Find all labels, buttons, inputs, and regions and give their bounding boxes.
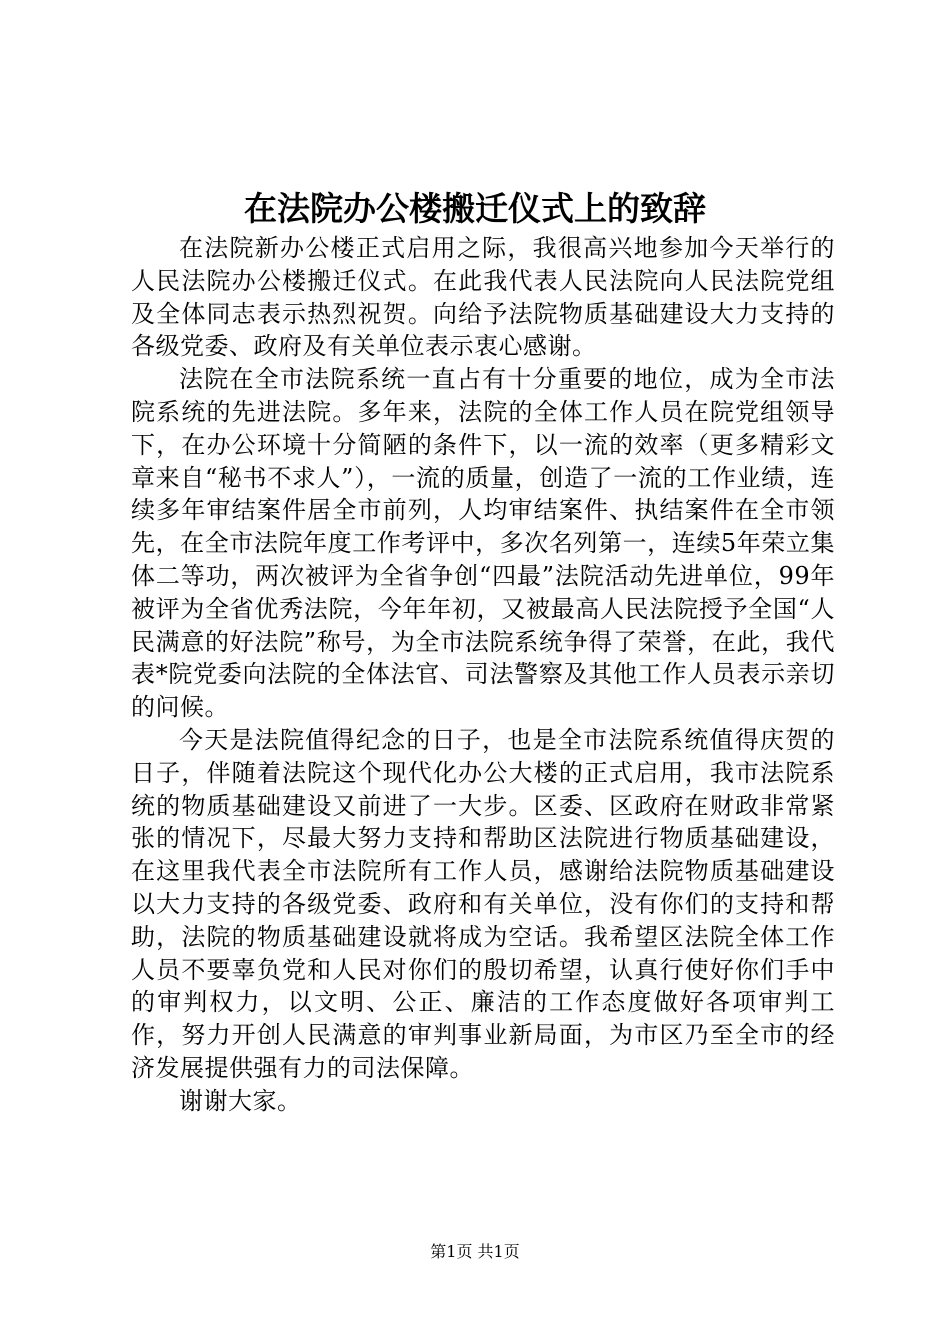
paragraph-2: 法院在全市法院系统一直占有十分重要的地位，成为全市法院系统的先进法院。多年来，法院的全体工作人员在院党组领导下，在办公环境十分简陋的条件下，以一流的效率（更多精彩文章来自“秘书不求人”），一流的质量，创造了一流的工作业绩，连续多年审结案件居全市前列，人均审结案件、执结案件在全市领先，在全市法院年度工作考评中，多次名列第一，连续5年荣立集体二等功，两次被评为全省争创“四最”法院活动先进单位，99年被评为全省优秀法院，今年年初，又被最高人民法院授予全国“人民满意的好法院”称号，为全市法院系统争得了荣誉，在此，我代表*院党委向法院的全体法官、司法警察及其他工作人员表示亲切的问候。 (131, 365, 835, 722)
paragraph-1: 在法院新办公楼正式启用之际，我很高兴地参加今天举行的人民法院办公楼搬迁仪式。在此我代表人民法院向人民法院党组及全体同志表示热烈祝贺。向给予法院物质基础建设大力支持的各级党委、政府及有关单位表示衷心感谢。 (131, 234, 835, 361)
page-footer (0, 1240, 950, 1264)
paragraph-3: 今天是法院值得纪念的日子，也是全市法院系统值得庆贺的日子，伴随着法院这个现代化办公大楼的正式启用，我市法院系统的物质基础建设又前进了一大步。区委、区政府在财政非常紧张的情况下，尽最大努力支持和帮助区法院进行物质基础建设，在这里我代表全市法院所有工作人员，感谢给法院物质基础建设以大力支持的各级党委、政府和有关单位，没有你们的支持和帮助，法院的物质基础建设就将成为空话。我希望区法院全体工作人员不要辜负党和人民对你们的殷切希望，认真行使好你们手中的审判权力，以文明、公正、廉洁的工作态度做好各项审判工作，努力开创人民满意的审判事业新局面，为市区乃至全市的经济发展提供强有力的司法保障。 (131, 725, 835, 1082)
page-number: 第1页 共1页 (430, 1242, 520, 1261)
paragraph-4: 谢谢大家。 (179, 1086, 302, 1115)
document-title: 在法院办公楼搬迁仪式上的致辞 (244, 189, 706, 228)
document-body (131, 232, 835, 1118)
